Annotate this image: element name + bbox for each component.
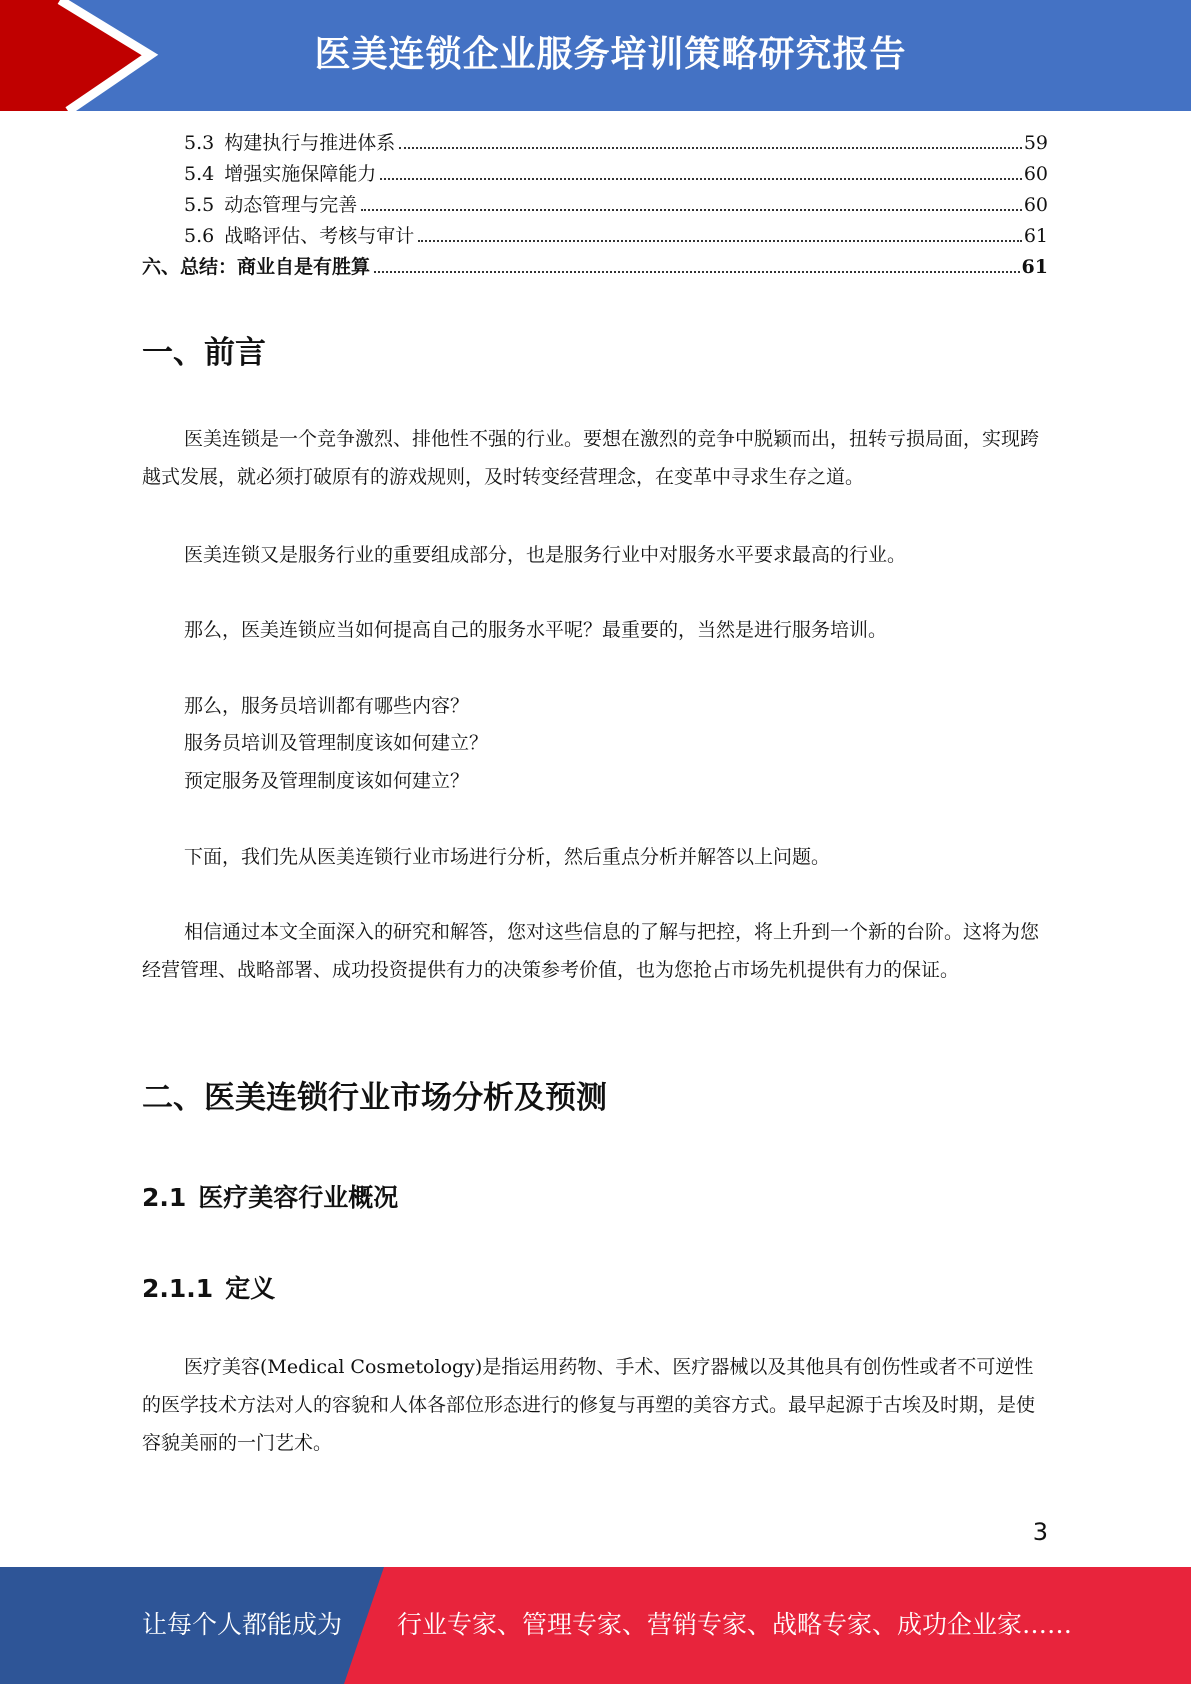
toc-entry-page: 60 (1023, 163, 1048, 185)
footer-slogan-left: 让每个人都能成为 (142, 1610, 343, 1639)
toc-entry[interactable] (142, 190, 1048, 221)
toc-entry-number: 5.5 (184, 194, 215, 216)
toc-leader-dots (399, 147, 1022, 149)
toc-entry-number: 5.4 (184, 163, 215, 185)
toc-entry-number: 5.6 (184, 225, 215, 247)
toc-entry-label: 动态管理与完善 (224, 194, 358, 216)
toc-entry-label: 增强实施保障能力 (224, 163, 377, 185)
toc-entry-number: 5.3 (184, 132, 215, 154)
toc-leader-dots (380, 178, 1022, 180)
page-number: 3 (1032, 1518, 1048, 1546)
paragraph: 相信通过本文全面深入的研究和解答，您对这些信息的了解与把控，将上升到一个新的台阶。这将为您经营管理、战略部署、成功投资提供有力的决策参考价值，也为您抢占市场先机提供有力的保证。 (142, 921, 1040, 981)
toc-entry-label: 构建执行与推进体系 (224, 132, 396, 154)
subsection-heading (142, 1178, 398, 1214)
question-line: 服务员培训及管理制度该如何建立？ (184, 732, 489, 754)
toc-leader-dots (418, 240, 1022, 242)
paragraph: 医美连锁是一个竞争激烈、排他性不强的行业。要想在激烈的竞争中脱颖而出，扭转亏损局面，实现跨越式发展，就必须打破原有的游戏规则，及时转变经营理念，在变革中寻求生存之道。 (142, 428, 1040, 488)
subsection-heading (142, 1269, 275, 1305)
footer-slogan-right: 行业专家、管理专家、营销专家、战略专家、成功企业家…… (397, 1610, 1073, 1639)
question-line: 预定服务及管理制度该如何建立？ (184, 770, 470, 792)
toc-entry[interactable] (142, 252, 1048, 283)
section-heading-preface: 一、前言 (142, 335, 266, 371)
toc-entry-label: 战略评估、考核与审计 (224, 225, 415, 247)
page-header (0, 0, 1191, 111)
document-title: 医美连锁企业服务培训策略研究报告 (314, 34, 907, 75)
subsection-title: 定义 (225, 1274, 276, 1303)
paragraph: 下面，我们先从医美连锁行业市场进行分析，然后重点分析并解答以上问题。 (184, 846, 831, 868)
toc-entry-page: 61 (1021, 256, 1048, 278)
toc-entry-page: 59 (1023, 132, 1048, 154)
toc-entry[interactable] (142, 128, 1048, 159)
toc-entry-page: 60 (1023, 194, 1048, 216)
table-of-contents (142, 128, 1048, 283)
paragraph: 医疗美容(Medical Cosmetology)是指运用药物、手术、医疗器械以及其他具有创伤性或者不可逆性的医学技术方法对人的容貌和人体各部位形态进行的修复与再塑的美容方式。最早起源于古埃及时期，是使容貌美丽的一门艺术。 (142, 1356, 1036, 1454)
question-line: 那么，服务员培训都有哪些内容？ (184, 695, 470, 717)
subsection-number: 2.1.1 (142, 1274, 214, 1303)
toc-entry[interactable] (142, 221, 1048, 252)
toc-leader-dots (361, 209, 1022, 211)
toc-entry[interactable] (142, 159, 1048, 190)
subsection-title: 医疗美容行业概况 (198, 1183, 399, 1212)
paragraph: 医美连锁又是服务行业的重要组成部分，也是服务行业中对服务水平要求最高的行业。 (184, 544, 907, 566)
subsection-number: 2.1 (142, 1183, 187, 1212)
toc-entry-page: 61 (1023, 225, 1048, 247)
paragraph: 那么，医美连锁应当如何提高自己的服务水平呢？最重要的，当然是进行服务培训。 (184, 619, 888, 641)
section-heading-market-analysis: 二、医美连锁行业市场分析及预测 (142, 1080, 607, 1116)
toc-leader-dots (374, 271, 1020, 273)
page-footer (0, 1567, 1191, 1684)
toc-entry-label: 六、总结：商业自是有胜算 (142, 256, 371, 278)
